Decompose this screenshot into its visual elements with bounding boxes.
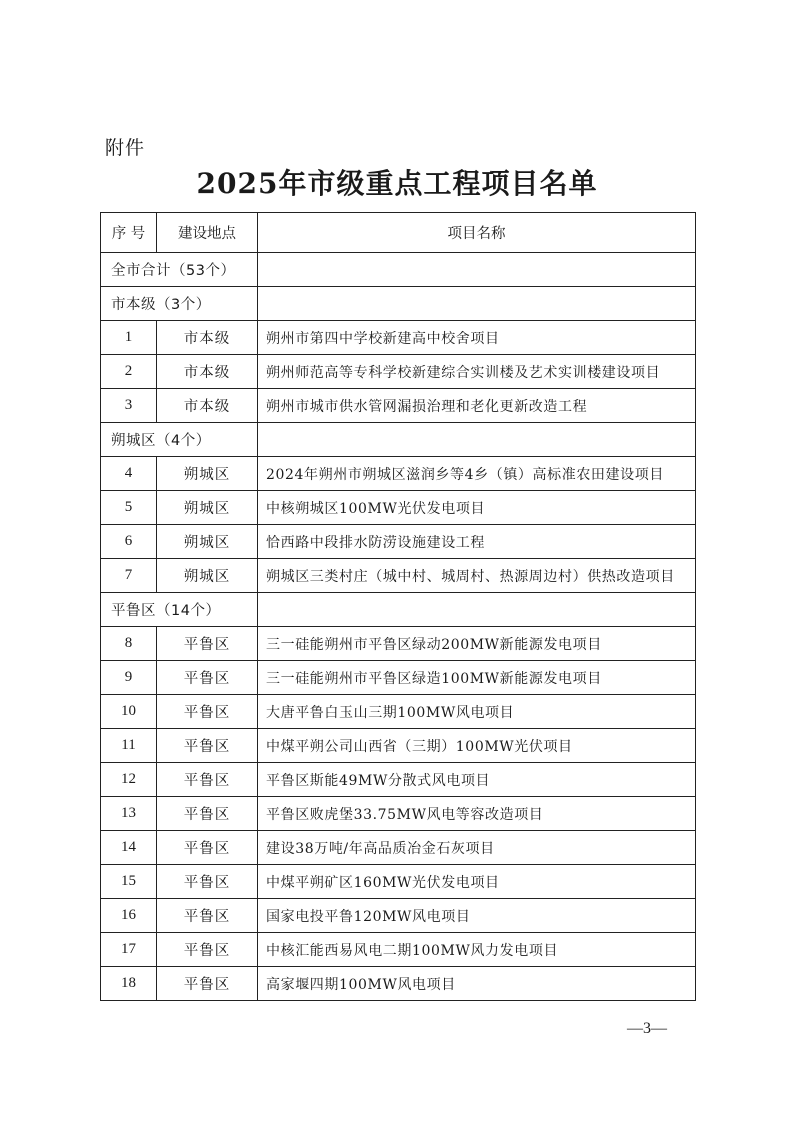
table-row xyxy=(101,933,696,967)
row-project-name: 2024年朔州市朔城区滋润乡等4乡（镇）高标准农田建设项目 xyxy=(258,457,696,491)
row-project-name: 朔城区三类村庄（城中村、城周村、热源周边村）供热改造项目 xyxy=(258,559,696,593)
row-number: 10 xyxy=(101,695,157,729)
table-row xyxy=(101,695,696,729)
row-location: 平鲁区 xyxy=(157,627,258,661)
row-project-name: 中煤平朔矿区160MW光伏发电项目 xyxy=(258,865,696,899)
total-empty-cell xyxy=(258,253,696,287)
table-row xyxy=(101,797,696,831)
row-number: 16 xyxy=(101,899,157,933)
table-row xyxy=(101,525,696,559)
group-empty-cell xyxy=(258,287,696,321)
table-row xyxy=(101,389,696,423)
group-row xyxy=(101,423,696,457)
table-row xyxy=(101,661,696,695)
row-project-name: 建设38万吨/年高品质冶金石灰项目 xyxy=(258,831,696,865)
row-location: 市本级 xyxy=(157,355,258,389)
group-label: 市本级（3个） xyxy=(101,287,258,321)
row-location: 朔城区 xyxy=(157,457,258,491)
group-row xyxy=(101,287,696,321)
group-empty-cell xyxy=(258,423,696,457)
table-row xyxy=(101,321,696,355)
row-location: 平鲁区 xyxy=(157,831,258,865)
row-location: 平鲁区 xyxy=(157,899,258,933)
page-number: —3— xyxy=(627,1020,667,1037)
header-location: 建设地点 xyxy=(157,213,258,253)
row-number: 7 xyxy=(101,559,157,593)
row-number: 2 xyxy=(101,355,157,389)
row-project-name: 大唐平鲁白玉山三期100MW风电项目 xyxy=(258,695,696,729)
group-empty-cell xyxy=(258,593,696,627)
row-location: 市本级 xyxy=(157,321,258,355)
group-label: 平鲁区（14个） xyxy=(101,593,258,627)
row-project-name: 平鲁区败虎堡33.75MW风电等容改造项目 xyxy=(258,797,696,831)
row-location: 平鲁区 xyxy=(157,967,258,1001)
header-number: 序 号 xyxy=(101,213,157,253)
header-project-name: 项目名称 xyxy=(258,213,696,253)
project-table xyxy=(100,212,696,1001)
row-number: 12 xyxy=(101,763,157,797)
row-project-name: 高家堰四期100MW风电项目 xyxy=(258,967,696,1001)
row-location: 朔城区 xyxy=(157,491,258,525)
row-number: 13 xyxy=(101,797,157,831)
row-number: 5 xyxy=(101,491,157,525)
row-number: 8 xyxy=(101,627,157,661)
row-number: 17 xyxy=(101,933,157,967)
table-row xyxy=(101,763,696,797)
row-number: 14 xyxy=(101,831,157,865)
table-row xyxy=(101,831,696,865)
table-row xyxy=(101,899,696,933)
table-row xyxy=(101,865,696,899)
row-project-name: 三一硅能朔州市平鲁区绿动200MW新能源发电项目 xyxy=(258,627,696,661)
table-row xyxy=(101,729,696,763)
row-project-name: 朔州市城市供水管网漏损治理和老化更新改造工程 xyxy=(258,389,696,423)
row-project-name: 中核朔城区100MW光伏发电项目 xyxy=(258,491,696,525)
row-location: 平鲁区 xyxy=(157,695,258,729)
row-location: 平鲁区 xyxy=(157,797,258,831)
row-number: 1 xyxy=(101,321,157,355)
table-row xyxy=(101,967,696,1001)
row-number: 11 xyxy=(101,729,157,763)
document-title: 2025年市级重点工程项目名单 xyxy=(196,167,598,200)
row-location: 市本级 xyxy=(157,389,258,423)
row-project-name: 中煤平朔公司山西省（三期）100MW光伏项目 xyxy=(258,729,696,763)
row-location: 平鲁区 xyxy=(157,661,258,695)
table-row xyxy=(101,457,696,491)
table-row xyxy=(101,491,696,525)
group-label: 朔城区（4个） xyxy=(101,423,258,457)
total-row xyxy=(101,253,696,287)
row-location: 朔城区 xyxy=(157,559,258,593)
row-number: 4 xyxy=(101,457,157,491)
attachment-label: 附件 xyxy=(105,137,146,159)
row-project-name: 朔州市第四中学校新建高中校舍项目 xyxy=(258,321,696,355)
total-label: 全市合计（53个） xyxy=(101,253,258,287)
row-location: 朔城区 xyxy=(157,525,258,559)
row-project-name: 恰西路中段排水防涝设施建设工程 xyxy=(258,525,696,559)
row-project-name: 朔州师范高等专科学校新建综合实训楼及艺术实训楼建设项目 xyxy=(258,355,696,389)
row-project-name: 中核汇能西易风电二期100MW风力发电项目 xyxy=(258,933,696,967)
row-number: 3 xyxy=(101,389,157,423)
table-header-row xyxy=(101,213,696,253)
table-row xyxy=(101,355,696,389)
row-location: 平鲁区 xyxy=(157,729,258,763)
table-row xyxy=(101,559,696,593)
row-number: 18 xyxy=(101,967,157,1001)
table-row xyxy=(101,627,696,661)
group-row xyxy=(101,593,696,627)
row-location: 平鲁区 xyxy=(157,763,258,797)
row-location: 平鲁区 xyxy=(157,865,258,899)
row-number: 15 xyxy=(101,865,157,899)
row-project-name: 国家电投平鲁120MW风电项目 xyxy=(258,899,696,933)
row-location: 平鲁区 xyxy=(157,933,258,967)
row-number: 6 xyxy=(101,525,157,559)
row-project-name: 平鲁区斯能49MW分散式风电项目 xyxy=(258,763,696,797)
row-number: 9 xyxy=(101,661,157,695)
row-project-name: 三一硅能朔州市平鲁区绿造100MW新能源发电项目 xyxy=(258,661,696,695)
